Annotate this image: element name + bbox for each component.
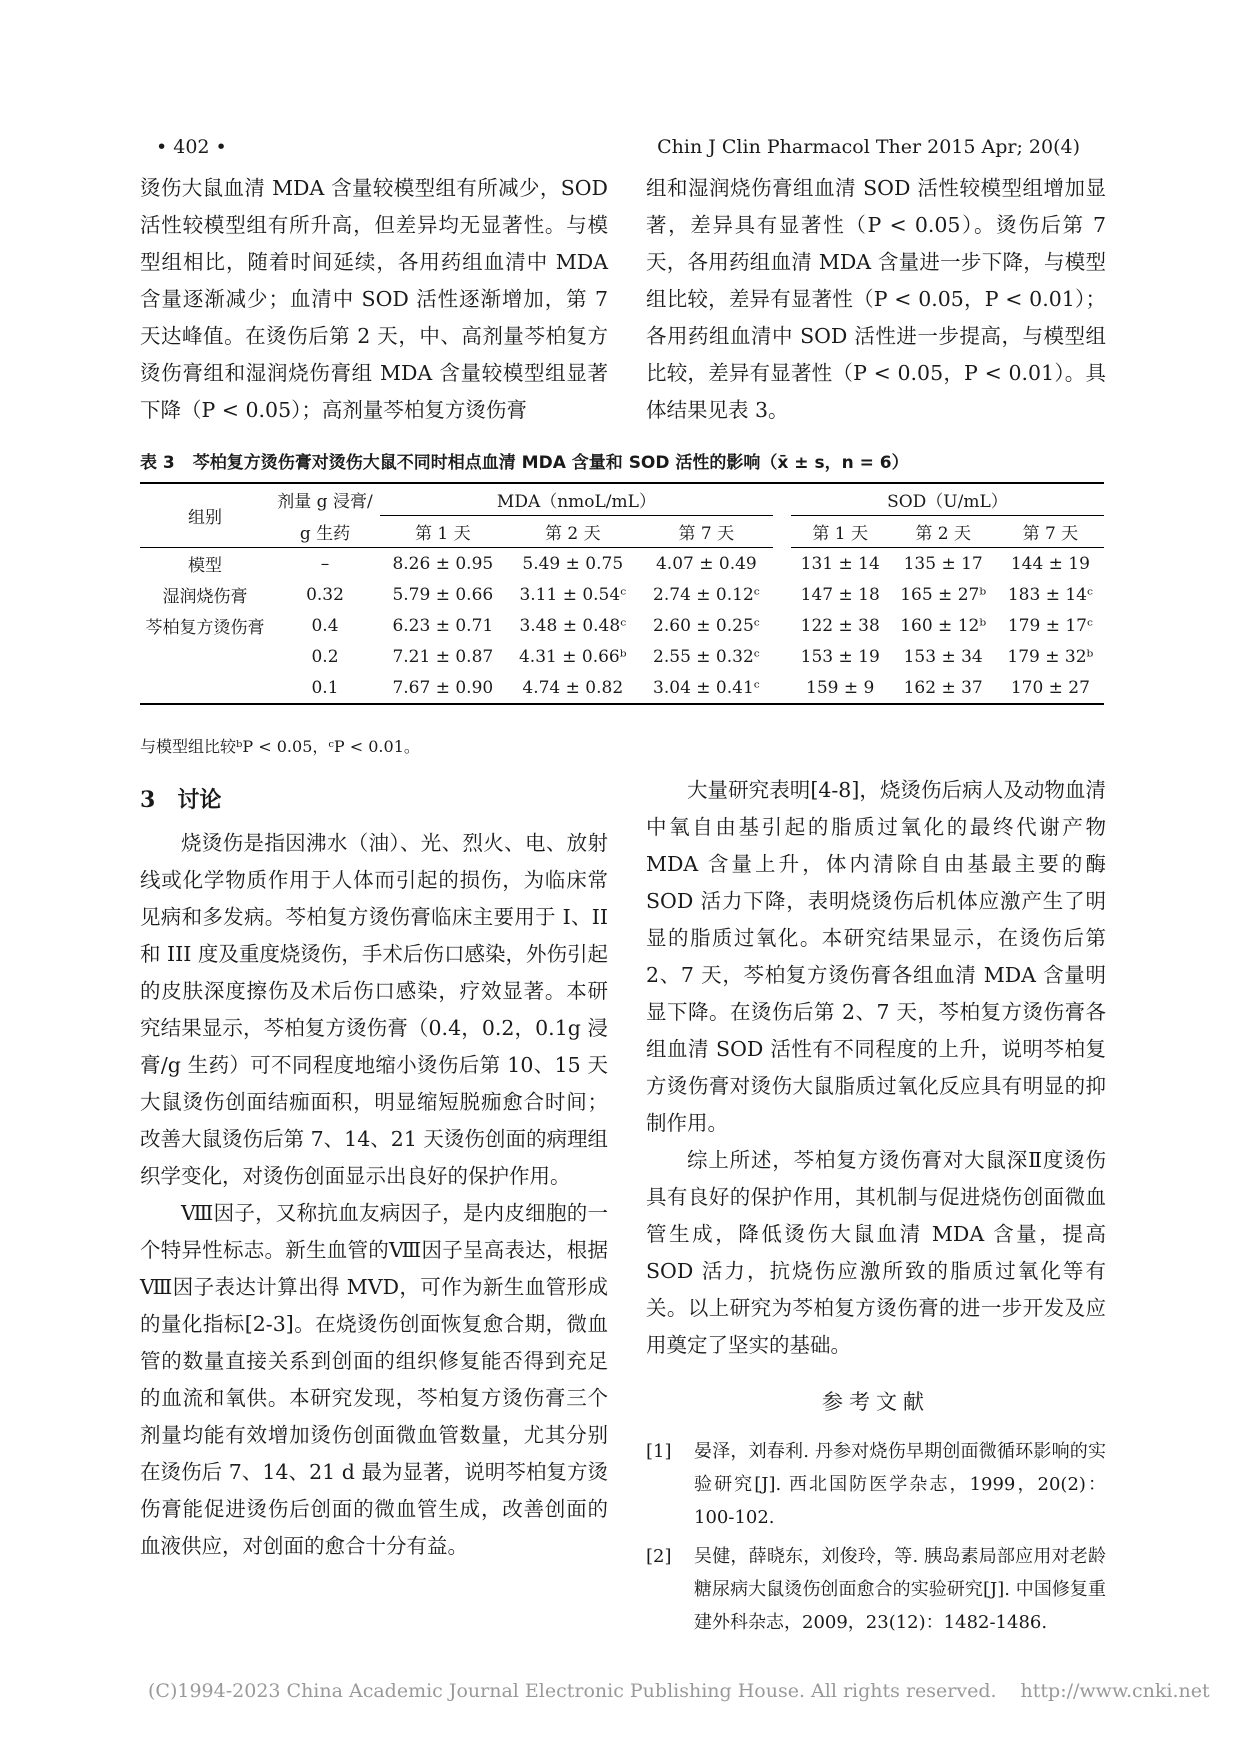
results-table (140, 482, 1104, 705)
cell-mda-day2: 3.11 ± 0.54ᶜ (519, 584, 627, 605)
copyright-footer (148, 1680, 1210, 1702)
cell-mda-day1: 7.67 ± 0.90 (380, 672, 506, 704)
section-number: 3 (140, 787, 156, 813)
discussion-paragraph-3: 大量研究表明[4-8]，烧烫伤后病人及动物血清中氧自由基引起的脂质过氧化的最终代谢产物 MDA 含量上升，体内清除自由基最主要的酶 SOD 活力下降，表明烧烫伤后机体应激产生了明显的脂质过氧化。本研究结果显示，在烫伤后第 2、7 天，芩柏复方烫伤膏各组血清 MDA 含量明显下降。在烫伤后第 2、7 天，芩柏复方烫伤膏各组血清 SOD 活性有不同程度的上升，说明芩柏复方烫伤膏对烫伤大鼠脂质过氧化反应具有明显的抑制作用。 (646, 778, 1106, 1135)
cell-sod-day7: 183 ± 14ᶜ (1007, 584, 1093, 605)
top-left-column (140, 170, 608, 429)
cell-mda-day7: 4.07 ± 0.49 (655, 553, 757, 574)
cell-mda-day2: 4.31 ± 0.66ᵇ (518, 646, 627, 667)
cell-dose: 0.2 (311, 646, 339, 667)
footer-url: http://www.cnki.net (1020, 1680, 1210, 1702)
cell-mda-day7: 2.55 ± 0.32ᶜ (653, 646, 760, 667)
cell-sod-day7: 179 ± 17ᶜ (1007, 615, 1093, 636)
col-header-sod: SOD（U/mL） (791, 483, 1104, 516)
copyright-text: (C)1994-2023 China Academic Journal Electronic Publishing House. All rights reserved. (148, 1680, 997, 1702)
header-gap (773, 516, 791, 548)
table-header-row-2 (140, 516, 1104, 548)
results-text-right: 组和湿润烧伤膏组血清 SOD 活性较模型组增加显著，差异具有显著性（P < 0.05）。烫伤后第 7 天，各用药组血清 MDA 含量进一步下降，与模型组比较，差异有显著性（P < 0.05，P < 0.01）；各用药组血清中 SOD 活性进一步提高，与模型组比较，差异有显著性（P < 0.05，P < 0.01）。具体结果见表 3。 (646, 176, 1106, 422)
reference-text: 吴健，薛晓东，刘俊玲，等. 胰岛素局部应用对老龄糖尿病大鼠烫伤创面愈合的实验研究[J]. 中国修复重建外科杂志，2009，23(12)：1482-1486. (694, 1546, 1106, 1633)
cell-sod-day2: 135 ± 17 (903, 553, 983, 574)
table-row (140, 548, 1104, 580)
cell-mda-day2: 3.48 ± 0.48ᶜ (519, 615, 627, 636)
discussion-paragraph-4: 综上所述，芩柏复方烫伤膏对大鼠深Ⅱ度烫伤具有良好的保护作用，其机制与促进烧伤创面微血管生成，降低烫伤大鼠血清 MDA 含量，提高 SOD 活力，抗烧伤应激所致的脂质过氧化等有关。以上研究为芩柏复方烫伤膏的进一步开发及应用奠定了坚实的基础。 (646, 1148, 1106, 1357)
cell-sod-day7: 170 ± 27 (997, 672, 1104, 704)
page-number: • 402 • (156, 136, 227, 158)
discussion-paragraph-1: 烧烫伤是指因沸水（油）、光、烈火、电、放射线或化学物质作用于人体而引起的损伤，为临床常见病和多发病。芩柏复方烫伤膏临床主要用于 I、II 和 III 度及重度烧烫伤，手术后伤口感染，外伤引起的皮肤深度擦伤及术后伤口感染，疗效显著。本研究结果显示，芩柏复方烫伤膏（0.4，0.2，0.1g 浸膏/g 生药）可不同程度地缩小烫伤后第 10、15 天大鼠烫伤创面结痂面积，明显缩短脱痂愈合时间；改善大鼠烫伤后第 7、14、21 天烫伤创面的病理组织学变化，对烫伤创面显示出良好的保护作用。 (140, 831, 608, 1188)
cell-sod-day1: 153 ± 19 (800, 646, 880, 667)
cell-sod-day2: 165 ± 27ᵇ (900, 584, 987, 605)
discussion-paragraph-2: Ⅷ因子，又称抗血友病因子，是内皮细胞的一个特异性标志。新生血管的Ⅷ因子呈高表达，根据Ⅷ因子表达计算出得 MVD，可作为新生血管形成的量化指标[2-3]。在烧烫伤创面恢复愈合期，微血管的数量直接关系到创面的组织修复能否得到充足的血流和氧供。本研究发现，芩柏复方烫伤膏三个剂量均能有效增加烫伤创面微血管数量，尤其分别在烫伤后 7、14、21 d 最为显著，说明芩柏复方烫伤膏能促进烫伤后创面的微血管生成，改善创面的血液供应，对创面的愈合十分有益。 (140, 1201, 608, 1558)
col-header-mda-day2: 第 2 天 (506, 516, 640, 548)
cell-mda-day1: 5.79 ± 0.66 (392, 584, 494, 605)
cell-sod-day2: 162 ± 37 (890, 672, 997, 704)
table-row (140, 579, 1104, 610)
table-row (140, 610, 1104, 641)
section-heading (140, 782, 608, 819)
cell-mda-day7: 3.04 ± 0.41ᶜ (640, 672, 773, 704)
cell-mda-day1: 6.23 ± 0.71 (392, 615, 494, 636)
cell-mda-day1: 7.21 ± 0.87 (392, 646, 494, 667)
cell-mda-day1: 8.26 ± 0.95 (392, 553, 494, 574)
col-header-dose-line1: 剂量 g 浸膏/ (270, 483, 380, 516)
table-caption (140, 448, 1100, 473)
cell-mda-day2: 4.74 ± 0.82 (506, 672, 640, 704)
section-title: 讨论 (177, 788, 222, 813)
col-header-group: 组别 (140, 483, 270, 548)
references-title: 参考文献 (822, 1390, 930, 1414)
reference-item (646, 1435, 1106, 1534)
header-gap (773, 483, 791, 516)
table-row (140, 641, 1104, 672)
cell-gap (773, 641, 791, 672)
cell-sod-day1: 147 ± 18 (800, 584, 880, 605)
cell-dose: 0.4 (311, 615, 339, 636)
cell-sod-day7: 179 ± 32ᵇ (1007, 646, 1094, 667)
cell-gap (773, 672, 791, 704)
cell-mda-day7: 2.74 ± 0.12ᶜ (653, 584, 760, 605)
cell-gap (773, 548, 791, 580)
cell-dose: 0.1 (270, 672, 380, 704)
table-row (140, 672, 1104, 704)
col-header-sod-day7: 第 7 天 (997, 516, 1104, 548)
table-label: 表 3 (140, 453, 175, 473)
reference-number: [2] (646, 1546, 672, 1567)
table-footnote: 与模型组比较ᵇP < 0.05，ᶜP < 0.01。 (140, 737, 420, 756)
col-header-sod-day1: 第 1 天 (791, 516, 890, 548)
cell-sod-day1: 122 ± 38 (800, 615, 880, 636)
top-right-column (646, 170, 1106, 429)
cell-sod-day7: 144 ± 19 (1010, 553, 1090, 574)
cell-dose: – (320, 553, 330, 574)
cell-group (140, 672, 270, 704)
cell-gap (773, 579, 791, 610)
cell-sod-day1: 131 ± 14 (800, 553, 880, 574)
cell-group: 芩柏复方烫伤膏 (145, 618, 265, 638)
cell-mda-day2: 5.49 ± 0.75 (522, 553, 624, 574)
results-text-left: 烫伤大鼠血清 MDA 含量较模型组有所减少，SOD 活性较模型组有所升高，但差异均无显著性。与模型组相比，随着时间延续，各用药组血清中 MDA 含量逐渐减少；血清中 SOD 活性逐渐增加，第 7 天达峰值。在烫伤后第 2 天，中、高剂量芩柏复方烫伤膏组和湿润烧伤膏组 MDA 含量较模型组显著下降（P < 0.05）；高剂量芩柏复方烫伤膏 (140, 176, 608, 422)
cell-sod-day2: 153 ± 34 (903, 646, 983, 667)
cell-group: 模型 (188, 556, 222, 576)
col-header-mda: MDA（nmoL/mL） (380, 483, 773, 516)
cell-sod-day1: 159 ± 9 (791, 672, 890, 704)
col-header-mda-day1: 第 1 天 (380, 516, 506, 548)
discussion-right-column (646, 772, 1106, 1645)
cell-sod-day2: 160 ± 12ᵇ (900, 615, 987, 636)
cell-group: 湿润烧伤膏 (162, 587, 248, 607)
col-header-mda-day7: 第 7 天 (640, 516, 773, 548)
reference-text: 晏泽，刘春利. 丹参对烧伤早期创面微循环影响的实验研究[J]. 西北国防医学杂志，1999，20(2)：100-102. (694, 1441, 1106, 1528)
cell-group (140, 641, 270, 672)
col-header-sod-day2: 第 2 天 (890, 516, 997, 548)
table-caption-text: 芩柏复方烫伤膏对烫伤大鼠不同时相点血清 MDA 含量和 SOD 活性的影响（x̄ ± s，n = 6） (192, 453, 909, 473)
discussion-left-column (140, 782, 608, 1565)
cell-gap (773, 610, 791, 641)
table-header-row-1 (140, 483, 1104, 516)
cell-dose: 0.32 (306, 584, 344, 605)
reference-number: [1] (646, 1441, 672, 1462)
reference-item (646, 1540, 1106, 1639)
journal-running-head: Chin J Clin Pharmacol Ther 2015 Apr; 20(4) (657, 136, 1080, 158)
cell-mda-day7: 2.60 ± 0.25ᶜ (653, 615, 760, 636)
col-header-dose-line2: g 生药 (270, 516, 380, 548)
